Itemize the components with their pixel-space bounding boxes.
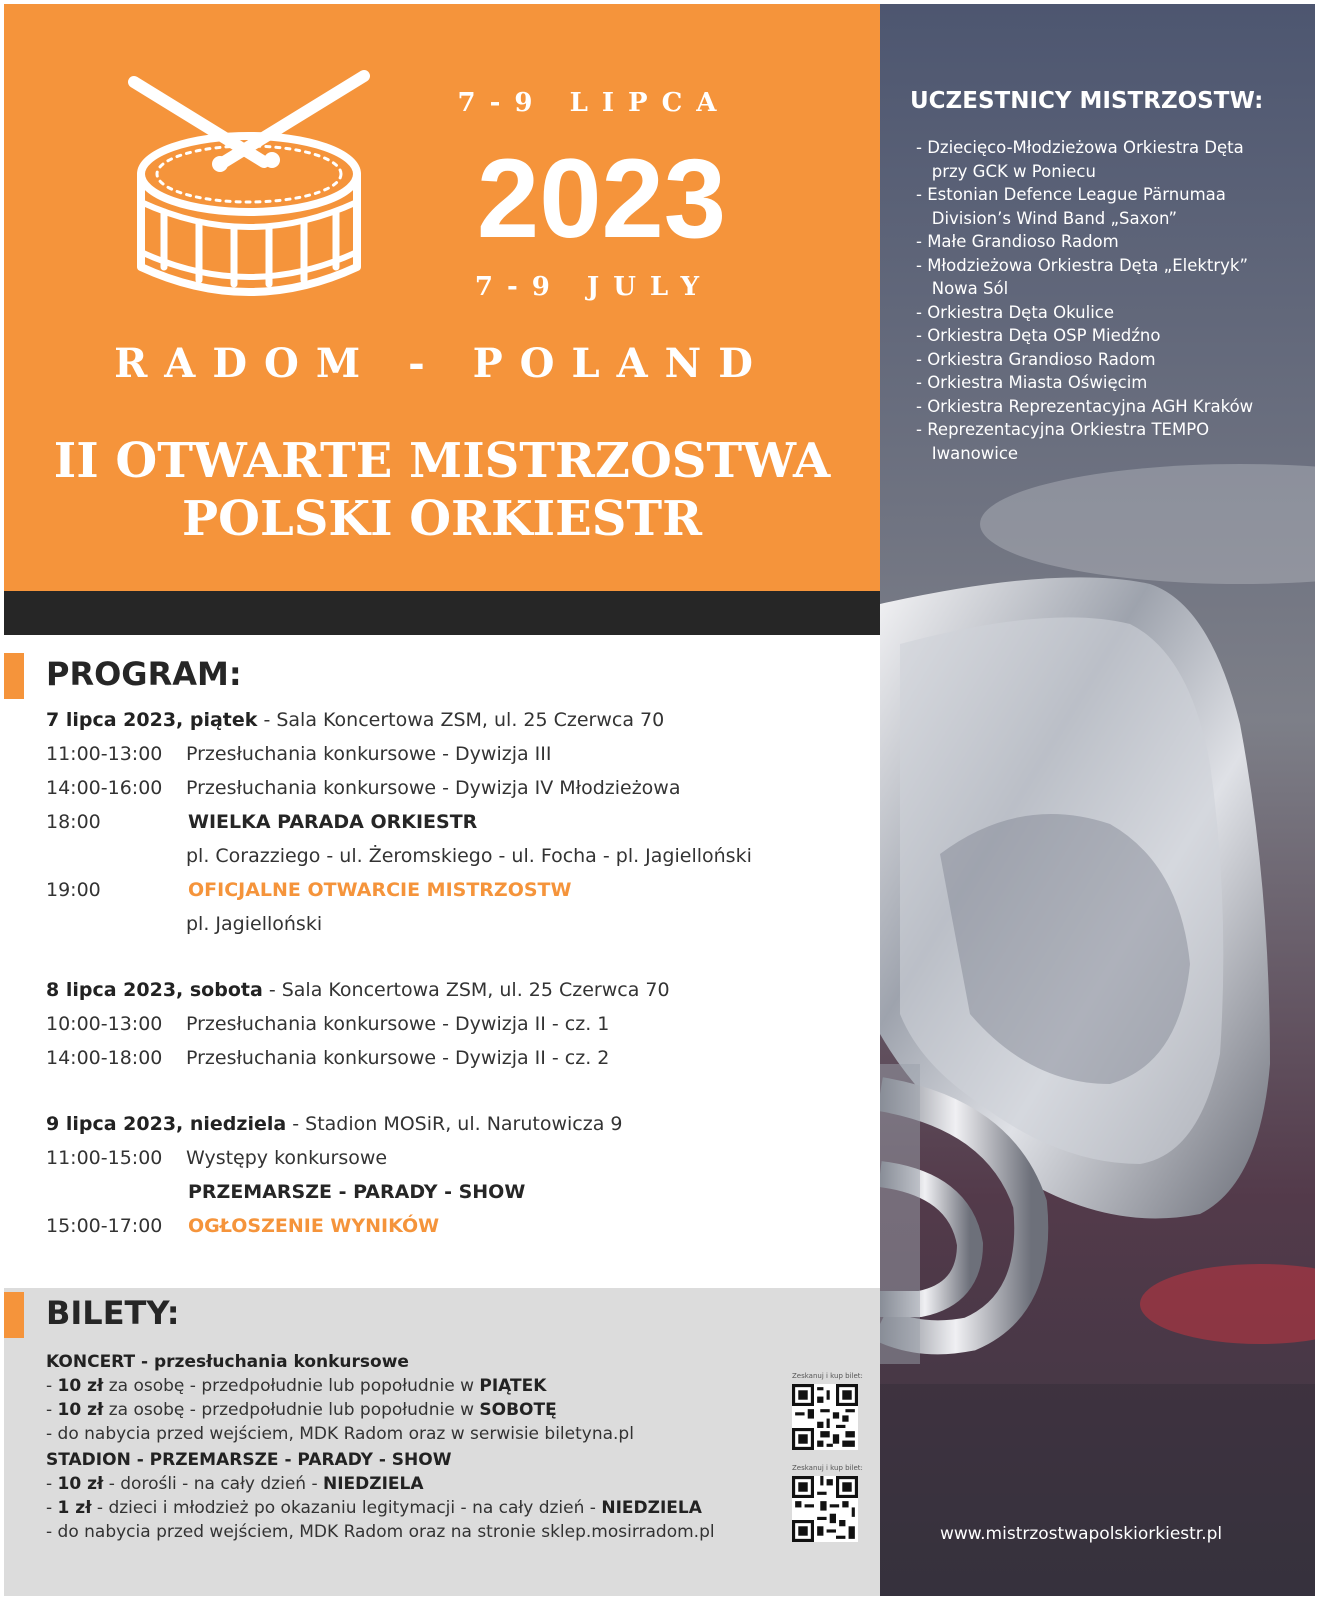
ticket-price: 10 zł bbox=[57, 1474, 104, 1494]
day1-date: 7 lipca 2023, piątek bbox=[46, 709, 258, 731]
ticket-text: - dzieci i młodzież po okazaniu legitymacji - na cały dzień - bbox=[91, 1498, 602, 1518]
right-column bbox=[880, 4, 1315, 1596]
participant-item: - Orkiestra Dęta Okulice bbox=[916, 302, 1115, 322]
bullet: - bbox=[46, 1400, 58, 1420]
bullet: - bbox=[46, 1474, 58, 1494]
ticket-text: za osobę - przedpołudnie lub popołudnie w bbox=[103, 1376, 480, 1396]
ticket-text: za osobę - przedpołudnie lub popołudnie w bbox=[103, 1400, 480, 1420]
schedule-time: 19:00 bbox=[46, 879, 101, 901]
program-marker bbox=[4, 653, 24, 699]
ticket-price: 1 zł bbox=[57, 1498, 92, 1518]
participant-item: - Orkiestra Reprezentacyjna AGH Kraków bbox=[916, 396, 1254, 416]
tickets-marker bbox=[4, 1292, 24, 1338]
participant-item: - Orkiestra Grandioso Radom bbox=[916, 349, 1156, 369]
bullet: - bbox=[46, 1498, 58, 1518]
participant-item: Division’s Wind Band „Saxon” bbox=[916, 208, 1178, 228]
schedule-time: 10:00-13:00 bbox=[46, 1013, 163, 1035]
schedule-item-highlight: PRZEMARSZE - PARADY - SHOW bbox=[188, 1181, 526, 1203]
participant-item: - Orkiestra Miasta Oświęcim bbox=[916, 373, 1148, 392]
day2-venue: - Sala Koncertowa ZSM, ul. 25 Czerwca 70 bbox=[262, 979, 670, 1001]
schedule-time: 14:00-18:00 bbox=[46, 1047, 163, 1069]
schedule-item-highlight: OGŁOSZENIE WYNIKÓW bbox=[188, 1215, 440, 1237]
participant-item: przy GCK w Poniecu bbox=[916, 161, 1096, 181]
schedule-time: 11:00-13:00 bbox=[46, 743, 163, 765]
tickets-heading: BILETY: bbox=[46, 1294, 180, 1332]
schedule-route: pl. Corazziego - ul. Żeromskiego - ul. Focha - pl. Jagielloński bbox=[186, 845, 752, 867]
schedule-item-highlight: WIELKA PARADA ORKIESTR bbox=[188, 811, 478, 833]
day1-header bbox=[46, 709, 664, 731]
day2-header bbox=[46, 979, 670, 1001]
ticket-day: NIEDZIELA bbox=[601, 1498, 702, 1518]
participants-heading: UCZESTNICY MISTRZOSTW: bbox=[910, 88, 1264, 114]
day2-date: 8 lipca 2023, sobota bbox=[46, 979, 263, 1001]
city-label: RADOM - POLAND bbox=[114, 340, 770, 387]
date-english: 7-9 JULY bbox=[474, 272, 714, 302]
ticket-text: - dorośli - na cały dzień - bbox=[103, 1474, 323, 1494]
participant-item: Iwanowice bbox=[916, 443, 1019, 463]
date-polish: 7-9 LIPCA bbox=[457, 88, 731, 118]
qr-code-icon[interactable] bbox=[792, 1384, 858, 1450]
ticket-day: PIĄTEK bbox=[479, 1376, 547, 1396]
participants-list bbox=[916, 136, 1253, 465]
participant-item: - Estonian Defence League Pärnumaa bbox=[916, 185, 1226, 204]
program-heading: PROGRAM: bbox=[46, 655, 242, 693]
schedule-time: 14:00-16:00 bbox=[46, 777, 163, 799]
participant-item: Nowa Sól bbox=[916, 279, 1009, 298]
bullet: - bbox=[46, 1376, 58, 1396]
event-title-line-1: II OTWARTE MISTRZOSTWA bbox=[53, 433, 831, 489]
ticket-price: 10 zł bbox=[57, 1376, 104, 1396]
schedule-time: 18:00 bbox=[46, 811, 101, 833]
ticket-price: 10 zł bbox=[57, 1400, 104, 1420]
year-title: 2023 bbox=[476, 136, 727, 261]
stadium-heading: STADION - PRZEMARSZE - PARADY - SHOW bbox=[46, 1450, 452, 1470]
qr-label: Zeskanuj i kup bilet: bbox=[792, 1464, 863, 1472]
ticket-day: SOBOTĘ bbox=[479, 1400, 557, 1420]
participant-item: - Dziecięco-Młodzieżowa Orkiestra Dęta bbox=[916, 138, 1244, 157]
schedule-location: pl. Jagielloński bbox=[186, 913, 323, 935]
day1-venue: - Sala Koncertowa ZSM, ul. 25 Czerwca 70 bbox=[257, 709, 665, 731]
poster bbox=[4, 4, 1315, 1596]
divider-bar bbox=[4, 591, 880, 635]
header-banner bbox=[4, 4, 880, 591]
ticket-day: NIEDZIELA bbox=[323, 1474, 424, 1494]
ticket-line bbox=[46, 1498, 702, 1518]
ticket-line bbox=[46, 1474, 424, 1494]
program-section bbox=[4, 635, 880, 1288]
tickets-section bbox=[4, 1288, 880, 1596]
participant-item: - Orkiestra Dęta OSP Miedźno bbox=[916, 326, 1161, 345]
qr-code-icon[interactable] bbox=[792, 1476, 858, 1542]
participant-item: - Małe Grandioso Radom bbox=[916, 232, 1119, 251]
participant-item: - Reprezentacyjna Orkiestra TEMPO bbox=[916, 420, 1210, 439]
left-column bbox=[4, 4, 880, 1596]
ticket-line bbox=[46, 1376, 546, 1396]
day3-header bbox=[46, 1113, 623, 1135]
drum-icon bbox=[124, 62, 374, 307]
schedule-item-highlight: OFICJALNE OTWARCIE MISTRZOSTW bbox=[188, 879, 572, 901]
ticket-note: - do nabycia przed wejściem, MDK Radom oraz w serwisie biletyna.pl bbox=[46, 1424, 634, 1444]
concert-heading: KONCERT - przesłuchania konkursowe bbox=[46, 1352, 409, 1372]
schedule-item: Przesłuchania konkursowe - Dywizja III bbox=[186, 743, 552, 765]
schedule-item: Występy konkursowe bbox=[186, 1147, 388, 1169]
website-link[interactable]: www.mistrzostwapolskiorkiestr.pl bbox=[940, 1524, 1223, 1544]
qr-label: Zeskanuj i kup bilet: bbox=[792, 1372, 863, 1380]
event-title-line-2: POLSKI ORKIESTR bbox=[182, 491, 702, 547]
schedule-item: Przesłuchania konkursowe - Dywizja IV Młodzieżowa bbox=[186, 777, 681, 799]
ticket-line bbox=[46, 1400, 557, 1420]
day3-venue: - Stadion MOSiR, ul. Narutowicza 9 bbox=[286, 1113, 623, 1135]
day3-date: 9 lipca 2023, niedziela bbox=[46, 1113, 287, 1135]
schedule-time: 11:00-15:00 bbox=[46, 1147, 163, 1169]
participant-item: - Młodzieżowa Orkiestra Dęta „Elektryk” bbox=[916, 255, 1249, 275]
schedule-item: Przesłuchania konkursowe - Dywizja II - cz. 1 bbox=[186, 1013, 610, 1035]
schedule-time: 15:00-17:00 bbox=[46, 1215, 163, 1237]
event-title bbox=[4, 432, 880, 548]
ticket-note: - do nabycia przed wejściem, MDK Radom oraz na stronie sklep.mosirradom.pl bbox=[46, 1522, 715, 1542]
schedule-item: Przesłuchania konkursowe - Dywizja II - cz. 2 bbox=[186, 1047, 610, 1069]
